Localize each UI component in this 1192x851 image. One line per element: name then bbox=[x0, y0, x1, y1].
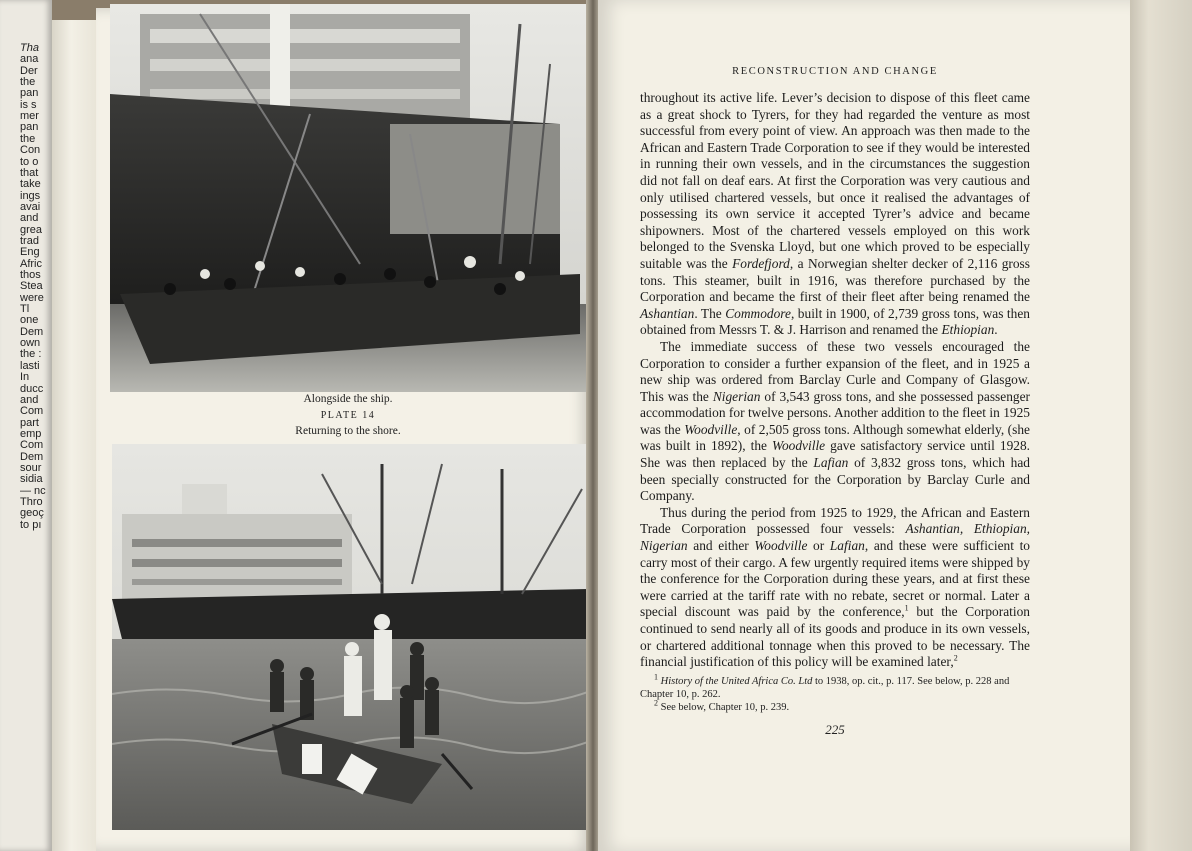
text-run: , built in 1900, of 2,739 gross tons, was then obtained from Messrs T. & J. Harrison and renamed the bbox=[640, 305, 1030, 338]
margin-fragment: pan bbox=[20, 87, 39, 100]
text-run: Woodville bbox=[772, 438, 826, 454]
footnotes bbox=[640, 672, 1030, 714]
margin-fragment: lasti bbox=[20, 359, 40, 372]
margin-fragment: grea bbox=[20, 223, 43, 236]
text-run: . bbox=[994, 322, 998, 338]
paragraph-3 bbox=[640, 505, 1030, 671]
margin-fragment: Afric bbox=[20, 257, 42, 270]
margin-fragment: geoç bbox=[20, 507, 44, 520]
text-run: and either bbox=[687, 538, 755, 554]
margin-fragment: mer bbox=[20, 110, 39, 123]
margin-fragment: the bbox=[20, 132, 36, 145]
text-run: but the Corporation continued to send nearly all of its goods and produce in its own vessels, or chartered additional tonnage when this proved to be necessary. The financial justification of this policy will be examined later, bbox=[640, 604, 1030, 670]
text-run: Woodville bbox=[754, 538, 808, 554]
margin-fragment: take bbox=[20, 178, 41, 191]
margin-fragment: In bbox=[20, 371, 30, 384]
text-run: See below, Chapter 10, p. 239. bbox=[658, 702, 790, 713]
margin-fragment: to o bbox=[20, 155, 39, 168]
margin-fragment: to pı bbox=[20, 518, 42, 531]
margin-fragment: and bbox=[20, 212, 39, 225]
margin-fragment: pan bbox=[20, 121, 39, 134]
margin-fragment: Com bbox=[20, 439, 44, 452]
text-run: Woodville bbox=[684, 421, 738, 437]
text-run: Lafian bbox=[813, 455, 849, 471]
margin-fragment: — nc bbox=[20, 484, 46, 497]
left-page-edges bbox=[52, 20, 100, 851]
margin-fragment: the : bbox=[20, 348, 42, 361]
text-run: gave satisfactory service until 1928. She was then replaced by the bbox=[640, 438, 1030, 471]
text-run: , of 2,505 gross tons. Although somewhat elderly, (she was built in 1892), the bbox=[640, 421, 1030, 454]
paragraph-2 bbox=[640, 339, 1030, 505]
margin-fragment: one bbox=[20, 314, 39, 327]
text-run: Ashantian bbox=[640, 305, 695, 321]
text-run: of 3,832 gross tons, which had been specially constructed for the Corporation by Barclay Curle and Company. bbox=[640, 455, 1030, 504]
margin-fragment: Dem bbox=[20, 325, 44, 338]
right-page-edges bbox=[1130, 0, 1192, 851]
margin-fragment: ings bbox=[20, 189, 41, 202]
text-run: Ethiopian bbox=[941, 322, 995, 338]
margin-fragment: Con bbox=[20, 144, 41, 157]
photo-alongside-ship bbox=[110, 4, 586, 392]
text-run: History of the United Africa Co. Ltd bbox=[660, 676, 813, 687]
margin-fragment: sour bbox=[20, 461, 42, 474]
margin-fragment: Com bbox=[20, 405, 44, 418]
margin-fragment: Tl bbox=[20, 303, 30, 316]
margin-fragment: Tha bbox=[20, 42, 39, 54]
margin-fragment: Dem bbox=[20, 450, 44, 463]
text-run: Nigerian bbox=[712, 388, 761, 404]
margin-fragment: the bbox=[20, 76, 36, 89]
running-head: RECONSTRUCTION AND CHANGE bbox=[732, 66, 938, 77]
margin-fragment: part bbox=[20, 416, 39, 429]
margin-fragment: thos bbox=[20, 269, 41, 281]
text-run: 1 bbox=[904, 603, 909, 613]
margin-fragment: Stea bbox=[20, 280, 43, 293]
caption-bottom: Returning to the shore. bbox=[295, 425, 401, 437]
margin-fragment: avai bbox=[20, 200, 41, 213]
body-text bbox=[640, 90, 1030, 671]
text-run: Fordefjord bbox=[732, 255, 790, 271]
margin-fragment: is s bbox=[20, 98, 37, 111]
footnote-1 bbox=[640, 672, 1030, 701]
margin-fragment: were bbox=[20, 291, 44, 304]
text-run: . The bbox=[694, 305, 726, 321]
text-run: or bbox=[807, 538, 830, 554]
margin-fragment: Der bbox=[20, 64, 38, 77]
margin-fragment: that bbox=[20, 166, 39, 179]
paragraph-1 bbox=[640, 90, 1030, 339]
text-run: 2 bbox=[953, 653, 958, 663]
margin-fragment: trad bbox=[20, 234, 39, 247]
margin-fragment: emp bbox=[20, 427, 42, 440]
margin-fragment: ana bbox=[20, 53, 39, 66]
text-run: Lafian bbox=[829, 538, 865, 554]
photo-returning-to-shore bbox=[112, 444, 588, 830]
text-run: , and these were sufficient to carry most of their cargo. A few urgently required items were shipped by the conference for the Corporation during these years, and at first these were carried at the tariff rate with no rebate, secret or normal. Later a special discount was paid by the conference, bbox=[640, 538, 1030, 620]
background-page-fragment bbox=[0, 0, 52, 851]
text-run: The immediate success of these two vessels encouraged the Corporation to consider a further expansion of the fleet, and in 1925 a new ship was ordered from Barclay Curle and Company of Glasgow. This was the bbox=[640, 338, 1030, 404]
page-number: 225 bbox=[825, 722, 845, 737]
margin-fragment: own bbox=[20, 337, 41, 350]
margin-fragment: ducc bbox=[20, 382, 44, 395]
margin-fragment: Thro bbox=[20, 496, 43, 508]
text-run: , a Norwegian shelter decker of 2,116 gross tons. This steamer, built in 1916, was therefore purchased by the Corporation and became the first of their fleet after being renamed the bbox=[640, 255, 1030, 305]
text-run: 1 bbox=[654, 672, 658, 682]
margin-fragment: and bbox=[20, 393, 39, 406]
caption-top: Alongside the ship. bbox=[303, 393, 393, 405]
text-run: 2 bbox=[654, 698, 658, 708]
margin-fragment: Eng bbox=[20, 246, 40, 259]
margin-fragment: sidia bbox=[20, 473, 43, 486]
text-run: of 3,543 gross tons, and she possessed passenger accommodation for twelve persons. Another addition to the fleet in 1925 was the bbox=[640, 388, 1030, 437]
text-run: to 1938, op. cit., p. 117. See below, p. 228 and Chapter 10, p. 262. bbox=[640, 676, 1010, 700]
plate-label: PLATE 14 bbox=[320, 410, 376, 421]
text-run: Commodore bbox=[725, 305, 791, 321]
text-run: throughout its active life. Lever’s decision to dispose of this fleet came as a great shock to Tyrers, for they had regarded the venture as most successful from every point of view. An approach was then made to the African and Eastern Trade Corporation to see if they would be interested in running their own vessels, and in the circumstances the suggestion did not fall on deaf ears. At first the Corporation was very cautious and only utilised chartered vessels, but once it realised the advantages of possessing its own service it accepted Tyrer’s advice and became shipowners. Most of the chartered vessels employed on this work belonged to the Svenska Lloyd, but one which proved to be especially suitable was the bbox=[640, 90, 1030, 271]
footnote-2 bbox=[640, 698, 1030, 714]
text-run: Thus during the period from 1925 to 1929, the African and Eastern Trade Corporation possessed four vessels: bbox=[640, 504, 1030, 537]
text-run: Ashantian, Ethiopian, Nigerian bbox=[640, 521, 1031, 554]
